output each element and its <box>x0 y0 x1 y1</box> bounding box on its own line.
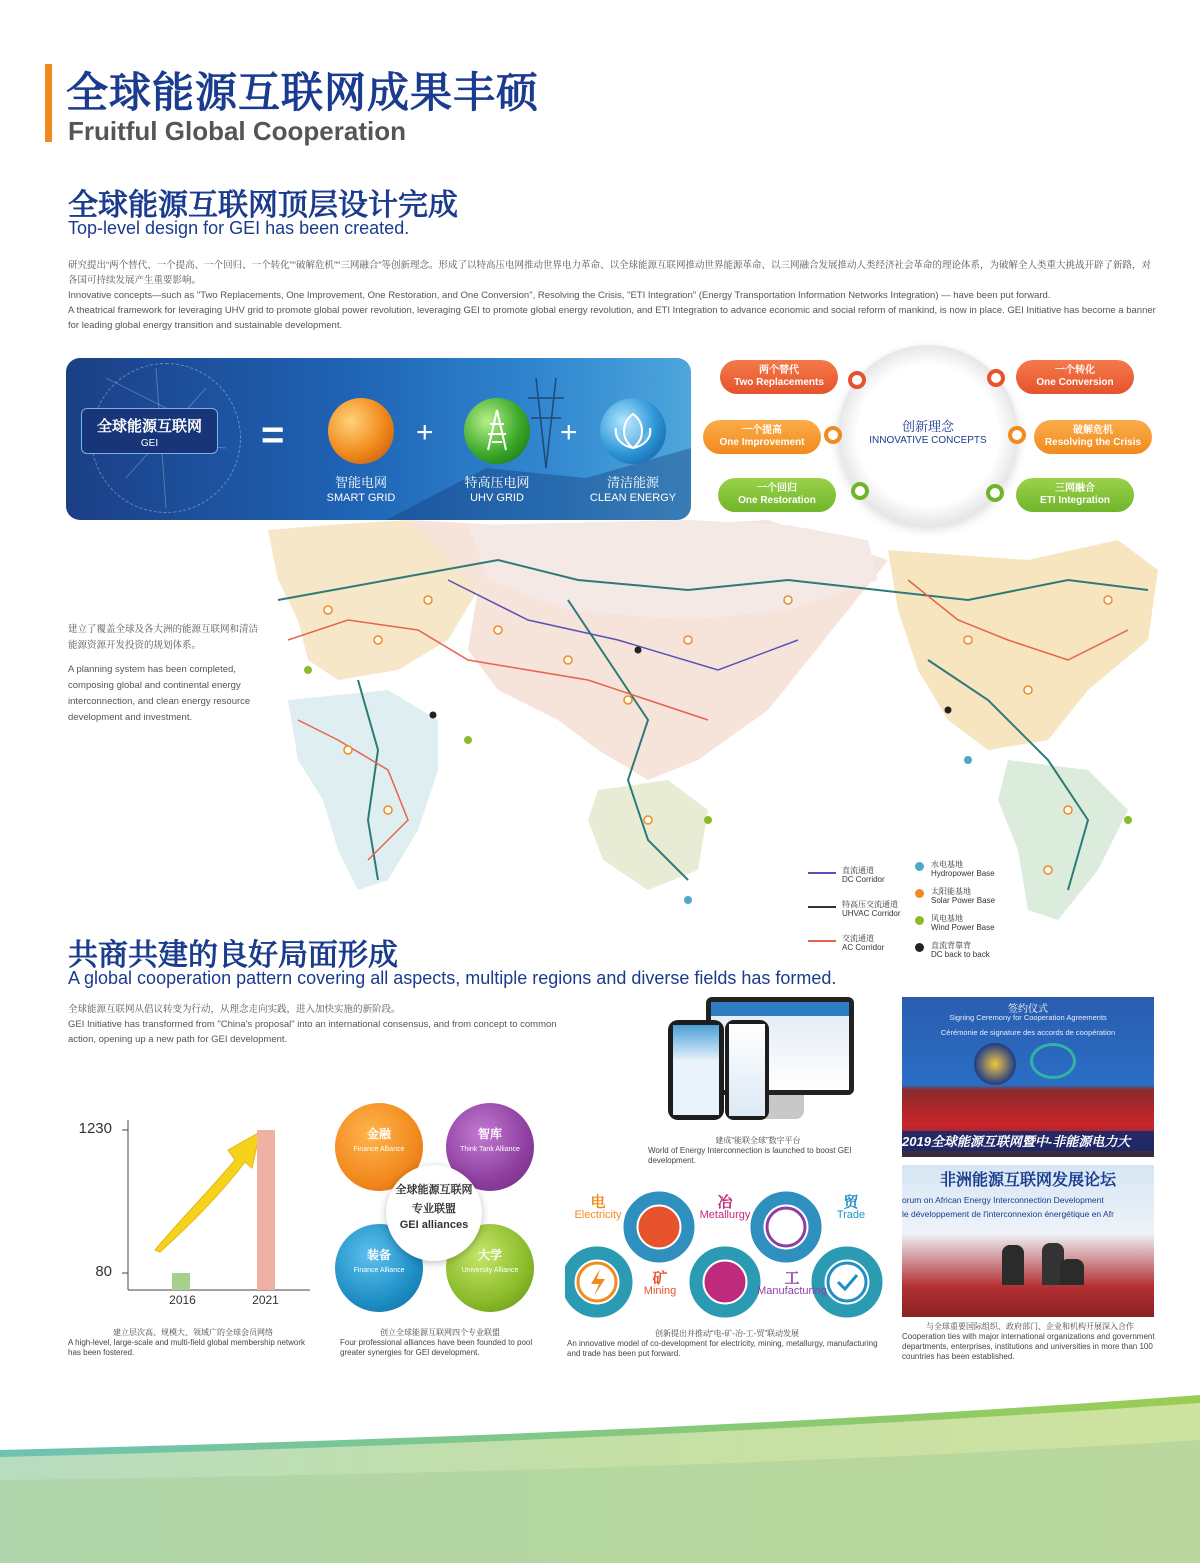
node-marker <box>964 636 972 644</box>
codev-cn: 冶 <box>717 1194 733 1211</box>
concept-cn: 一个回归 <box>757 483 797 494</box>
platform-caption <box>648 1136 868 1166</box>
photos-caption <box>902 1322 1158 1362</box>
legend-ac-en: AC Corridor <box>842 943 885 952</box>
connector-dot <box>848 371 866 389</box>
ic-title-en: INNOVATIVE CONCEPTS <box>869 435 987 446</box>
gei-box <box>81 408 218 454</box>
phone-screen-2 <box>729 1024 765 1116</box>
legend-dc-cn: 直流通道 <box>842 866 874 875</box>
signing-cn: 签约仪式 <box>1008 1004 1048 1015</box>
connector-dot <box>1008 426 1026 444</box>
codev-cn: 电 <box>590 1194 606 1211</box>
clean-energy-label <box>573 472 691 504</box>
legend-dcb2b-en: DC back to back <box>931 950 990 959</box>
mining-truck-icon <box>640 1208 678 1246</box>
connector-dot <box>987 369 1005 387</box>
node-marker <box>494 626 502 634</box>
dc-b2b-marker <box>635 647 642 654</box>
concept-cn: 一个转化 <box>1055 365 1095 376</box>
gei-box-cn: 全球能源互联网 <box>96 418 202 435</box>
alliances-caption <box>340 1328 540 1358</box>
concept-en: One Restoration <box>738 495 816 506</box>
legend-ac-swatch <box>808 940 836 942</box>
codev-en: Trade <box>836 1209 866 1221</box>
intro-cn: 研究提出“两个替代、一个提高、一个回归、一个转化”“破解危机”“三网融合”等创新理念。形成了以特高压电网推动世界电力革命、以全球能源互联网推动世界能源革命、以三网融合发展推动人类经济社会革命的理论体系，为破解全人类重大挑战开辟了新路，对各国可持续发展产生重要影响。 <box>68 260 1151 286</box>
legend-uhvac-en: UHVAC Corridor <box>842 909 901 918</box>
smart-grid-globe-icon <box>328 398 394 464</box>
metallurgy-icon <box>706 1263 744 1301</box>
gei-logo-icon <box>1030 1043 1076 1079</box>
legend-ac-cn: 交流通道 <box>842 934 874 943</box>
signing-en: Signing Ceremony for Cooperation Agreements <box>949 1013 1107 1022</box>
legend-wind-en: Wind Power Base <box>931 923 995 932</box>
hydro-base-marker <box>684 896 692 904</box>
plus-sign-2: + <box>560 416 578 449</box>
alliances-center-cn1: 全球能源互联网 <box>395 1184 473 1196</box>
legend-wind-swatch <box>915 916 924 925</box>
codev-mining-label <box>625 1272 695 1298</box>
x-label-2016: 2016 <box>169 1293 196 1307</box>
alliances-caption-cn: 创立全球能源互联网四个专业联盟 <box>380 1328 500 1337</box>
smart-grid-label <box>301 472 421 504</box>
codev-caption-cn: 创新提出并推动“电-矿-冶-工-贸”联动发展 <box>655 1329 799 1338</box>
phone-screen <box>673 1025 719 1115</box>
codev-en: Mining <box>643 1285 677 1297</box>
uhv-tower-icon <box>464 398 530 464</box>
concept-cn: 三网融合 <box>1055 483 1095 494</box>
codev-en: Electricity <box>574 1209 622 1221</box>
equals-sign: = <box>261 413 285 457</box>
node-marker <box>624 696 632 704</box>
membership-caption <box>68 1328 318 1358</box>
title-accent-bar <box>45 64 52 142</box>
alliances-center-cn2: 专业联盟 <box>412 1203 456 1215</box>
map-desc-en: A planning system has been completed, composing global and continental energy interconnection, and clean energy resource development and investment. <box>68 664 251 723</box>
page-subtitle: Fruitful Global Cooperation <box>68 116 406 146</box>
map-desc-cn: 建立了覆盖全球及各大洲的能源互联网和清洁能源资源开发投资的规划体系。 <box>68 624 259 651</box>
footer-wave-band <box>0 1395 1200 1563</box>
node-marker <box>784 596 792 604</box>
section2-text-cn: 全球能源互联网从倡议转变为行动，从理念走向实践，进入加快实施的新阶段。 <box>68 1004 401 1015</box>
concept-one-conversion <box>1016 360 1134 394</box>
growth-arrow-icon <box>155 1132 260 1252</box>
smart-grid-cn: 智能电网 <box>334 475 387 490</box>
wind-base-marker <box>704 816 712 824</box>
tower-glyph <box>464 398 530 464</box>
codev-cn: 贸 <box>843 1194 859 1211</box>
photos-caption-cn: 与全球重要国际组织、政府部门、企业和机构开展深入合作 <box>926 1322 1134 1331</box>
signing-fr: Cérémonie de signature des accords de coopération <box>940 1028 1116 1037</box>
legend-wind <box>915 914 1025 938</box>
node-marker <box>644 816 652 824</box>
forum-title-fr: le développement de l'interconnexion énergétique en Afr <box>902 1209 1114 1219</box>
codev-electricity-label <box>563 1196 633 1222</box>
dc-b2b-marker <box>945 707 952 714</box>
smart-grid-en: SMART GRID <box>326 492 396 504</box>
codev-manufacturing-label <box>752 1272 832 1298</box>
phone-mockup-2 <box>725 1020 769 1120</box>
node-marker <box>1044 866 1052 874</box>
photos-caption-en: Cooperation ties with major international organizations and government departments, enterprises, institutions and universities in more than 100 countries has been established. <box>902 1332 1155 1361</box>
legend-solar-cn: 太阳能基地 <box>931 887 971 896</box>
alliance-en: Finance Alliance <box>353 1267 405 1274</box>
alliance-cn: 金融 <box>366 1127 391 1141</box>
leaf-glyph <box>600 398 666 464</box>
uhv-grid-en: UHV GRID <box>470 492 524 504</box>
clean-energy-leaf-icon <box>600 398 666 464</box>
y-tick-1230: 1230 <box>78 1120 112 1137</box>
dc-b2b-marker <box>430 712 437 719</box>
wind-base-marker <box>464 736 472 744</box>
node-marker <box>324 606 332 614</box>
alliance-cn: 大学 <box>477 1248 502 1262</box>
bar-2016 <box>172 1273 190 1290</box>
page-title: 全球能源互联网成果丰硕 <box>66 68 540 117</box>
legend-dcb2b <box>915 941 1025 965</box>
legend-solar <box>915 887 1025 911</box>
legend-ac <box>808 934 918 958</box>
concept-cn: 两个替代 <box>759 365 799 376</box>
codev-trade-label <box>816 1196 886 1222</box>
emblem-icon <box>974 1043 1016 1085</box>
trade-check-icon <box>828 1263 866 1301</box>
alliance-cn: 装备 <box>366 1248 391 1262</box>
section1-title: 全球能源互联网顶层设计完成 <box>68 188 458 223</box>
concept-resolving-crisis <box>1034 420 1152 454</box>
membership-caption-en: A high-level, large-scale and multi-field global membership network has been fostered. <box>68 1338 306 1357</box>
concept-two-replacements <box>720 360 838 394</box>
concept-en: ETI Integration <box>1040 495 1110 506</box>
legend-wind-cn: 风电基地 <box>931 914 963 923</box>
concept-en: One Improvement <box>719 437 805 448</box>
legend-dc-en: DC Corridor <box>842 875 885 884</box>
connector-dot <box>986 484 1004 502</box>
person-figure <box>1060 1259 1084 1285</box>
legend-uhvac <box>808 900 918 924</box>
section1-intro <box>68 258 1158 333</box>
node-marker <box>1064 806 1072 814</box>
legend-uhvac-cn: 特高压交流通道 <box>842 900 898 909</box>
node-marker <box>684 636 692 644</box>
legend-dcb2b-cn: 直流背靠背 <box>931 941 971 950</box>
map-description <box>68 622 263 726</box>
node-marker <box>344 746 352 754</box>
y-tick-80: 80 <box>95 1263 112 1280</box>
concept-cn: 破解危机 <box>1073 425 1113 436</box>
screen-header-bar <box>711 1002 849 1016</box>
section1-subtitle: Top-level design for GEI has been created. <box>68 218 410 238</box>
legend-dc-swatch <box>808 872 836 874</box>
person-figure <box>1002 1245 1024 1285</box>
codev-cn: 矿 <box>652 1270 668 1287</box>
codev-en: Metallurgy <box>699 1209 751 1221</box>
alliance-en: Think Tank Alliance <box>460 1146 520 1153</box>
gei-formula-banner <box>66 358 691 520</box>
alliance-en: Finance Alliance <box>353 1146 405 1153</box>
alliance-cn: 智库 <box>477 1127 502 1141</box>
node-marker <box>384 806 392 814</box>
african-forum-photo <box>902 1165 1154 1317</box>
event-banner-2019: 2019全球能源互联网暨中-非能源电力大 <box>902 1131 1154 1151</box>
gei-box-en: GEI <box>140 438 159 449</box>
legend-dc <box>808 866 918 890</box>
hydro-base-marker <box>964 756 972 764</box>
concept-one-improvement <box>703 420 821 454</box>
intro-en2: A theatrical framework for leveraging UHV grid to promote global power revolution, leveraging GEI to promote global energy revolution, and ETI Integration to advance economic and social reform of mankind, is now in place. GEI Initiative has become a banner for leading global energy transition and sustainable development. <box>68 305 1156 331</box>
uhv-grid-label <box>437 472 557 504</box>
section2-title: 共商共建的良好局面形成 <box>68 938 398 973</box>
node-marker <box>1024 686 1032 694</box>
connector-dot <box>851 482 869 500</box>
concept-en: One Conversion <box>1036 377 1114 388</box>
legend-solar-en: Solar Power Base <box>931 896 996 905</box>
platform-caption-cn: 建成“能联全球”数字平台 <box>715 1136 801 1145</box>
alliances-center <box>386 1165 482 1261</box>
legend-hydro-en: Hydropower Base <box>931 869 995 878</box>
uhv-grid-cn: 特高压电网 <box>464 475 530 490</box>
forum-title-en: orum on African Energy Interconnection Development <box>902 1195 1104 1205</box>
codev-metallurgy-label <box>690 1196 760 1222</box>
innovative-concepts-title <box>838 416 1018 446</box>
concept-one-restoration <box>718 478 836 512</box>
codev-caption <box>567 1329 887 1359</box>
platform-caption-en: World of Energy Interconnection is launched to boost GEI development. <box>648 1146 852 1165</box>
x-label-2021: 2021 <box>252 1293 279 1307</box>
concept-eti-integration <box>1016 478 1134 512</box>
legend-hydro-swatch <box>915 862 924 871</box>
legend-hydro-cn: 水电基地 <box>931 860 963 869</box>
section2-text <box>68 1002 568 1047</box>
membership-caption-cn: 建立层次高、规模大、领域广的全球会员网络 <box>113 1328 273 1337</box>
node-marker <box>1104 596 1112 604</box>
wind-base-marker <box>304 666 312 674</box>
wind-base-marker <box>1124 816 1132 824</box>
ic-title-cn: 创新理念 <box>901 419 954 434</box>
intro-en1: Innovative concepts—such as "Two Replacements, One Improvement, One Restoration, and One Conversion", Resolving the Crisis, "ETI Integration" (Energy Transportation Information Networks Integration) — have been put forward. <box>68 290 1051 301</box>
alliances-caption-en: Four professional alliances have been founded to pool greater synergies for GEI development. <box>340 1338 533 1357</box>
legend-hydro <box>915 860 1025 884</box>
plus-sign-1: + <box>416 416 434 449</box>
section2-subtitle: A global cooperation pattern covering all aspects, multiple regions and diverse fields has formed. <box>68 968 837 988</box>
codev-en: Manufacturing <box>757 1285 827 1297</box>
phone-mockup <box>668 1020 724 1120</box>
bar-2021 <box>257 1130 275 1290</box>
map-legend-lines <box>808 866 918 958</box>
legend-uhvac-swatch <box>808 906 836 908</box>
section2-text-en: GEI Initiative has transformed from "China's proposal" into an international consensus, and from concept to common action, opening up a new path for GEI development. <box>68 1019 557 1045</box>
signing-ceremony-photo <box>902 997 1154 1157</box>
node-marker <box>564 656 572 664</box>
alliances-center-en: GEI alliances <box>399 1219 469 1231</box>
codev-caption-en: An innovative model of co-development for electricity, mining, metallurgy, manufacturing and trade has been put forward. <box>567 1339 878 1358</box>
concept-cn: 一个提高 <box>742 425 782 436</box>
legend-dcb2b-swatch <box>915 943 924 952</box>
node-marker <box>374 636 382 644</box>
connector-dot <box>824 426 842 444</box>
codev-cn: 工 <box>784 1270 800 1287</box>
manufacturing-factory-icon <box>767 1208 805 1246</box>
concept-en: Two Replacements <box>734 377 824 388</box>
concept-en: Resolving the Crisis <box>1044 437 1142 448</box>
clean-energy-en: CLEAN ENERGY <box>589 492 677 504</box>
forum-title-cn: 非洲能源互联网发展论坛 <box>939 1172 1116 1189</box>
membership-bar-chart <box>60 1110 320 1310</box>
clean-energy-cn: 清洁能源 <box>606 475 659 490</box>
alliance-en: University Alliance <box>461 1267 519 1274</box>
node-marker <box>424 596 432 604</box>
legend-solar-swatch <box>915 889 924 898</box>
africa-region <box>288 690 438 890</box>
map-legend-bases <box>915 860 1025 965</box>
australia-region <box>588 780 708 890</box>
